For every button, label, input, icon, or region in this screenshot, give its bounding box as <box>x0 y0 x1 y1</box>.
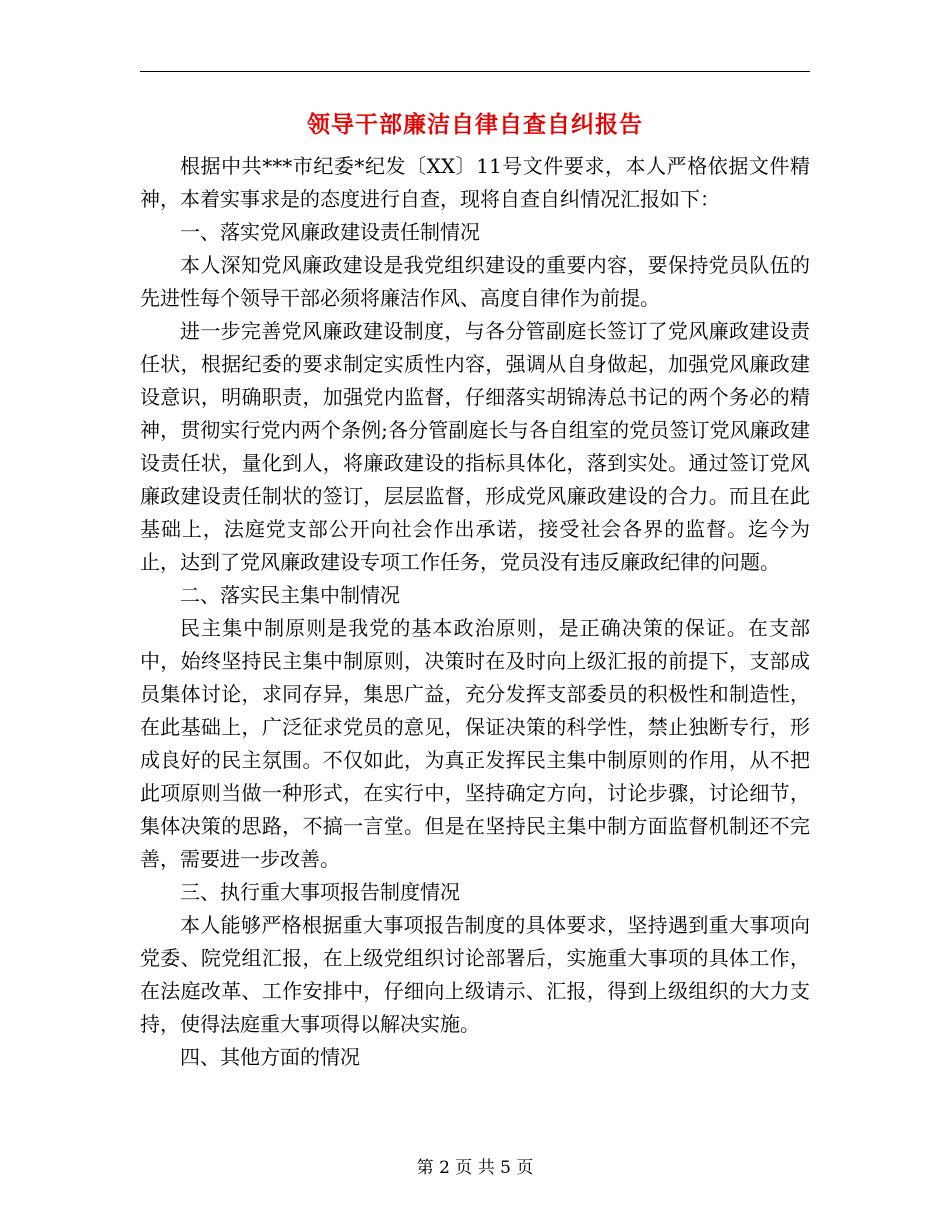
section-3-paragraph: 本人能够严格根据重大事项报告制度的具体要求，坚持遇到重大事项向党委、院党组汇报，在上级党组织讨论部署后，实施重大事项的具体工作，在法庭改革、工作安排中，仔细向上级请示、汇报，得到上级组织的大力支持，使得法庭重大事项得以解决实施。 <box>140 913 810 1036</box>
section-heading-3: 三、执行重大事项报告制度情况 <box>180 880 460 904</box>
intro-paragraph: 根据中共***市纪委*纪发〔XX〕11号文件要求，本人严格依据文件精神，本着实事求是的态度进行自查，现将自查自纠情况汇报如下： <box>140 154 810 211</box>
section-heading-1: 一、落实党风廉政建设责任制情况 <box>180 220 480 244</box>
section-1-paragraph-2: 进一步完善党风廉政建设制度，与各分管副庭长签订了党风廉政建设责任状，根据纪委的要求制定实质性内容，强调从自身做起，加强党风廉政建设意识，明确职责，加强党内监督，仔细落实胡锦涛总书记的两个务必的精神，贯彻实行党内两个条例;各分管副庭长与各自组室的党员签订党风廉政建设责任状，量化到人，将廉政建设的指标具体化，落到实处。通过签订党风廉政建设责任制状的签订，层层监督，形成党风廉政建设的合力。而且在此基础上，法庭党支部公开向社会作出承诺，接受社会各界的监督。迄今为止，达到了党风廉政建设专项工作任务，党员没有违反廉政纪律的问题。 <box>140 319 810 574</box>
page-title: 领导干部廉洁自律自查自纠报告 <box>307 111 643 138</box>
page-number: 第 2 页 共 5 页 <box>416 1158 534 1178</box>
document-body <box>140 150 810 1074</box>
section-2-paragraph: 民主集中制原则是我党的基本政治原则，是正确决策的保证。在支部中，始终坚持民主集中制原则，决策时在及时向上级汇报的前提下，支部成员集体讨论，求同存异，集思广益，充分发挥支部委员的积极性和制造性，在此基础上，广泛征求党员的意见，保证决策的科学性，禁止独断专行，形成良好的民主氛围。不仅如此，为真正发挥民主集中制原则的作用，从不把此项原则当做一种形式，在实行中，坚持确定方向，讨论步骤，讨论细节，集体决策的思路，不搞一言堂。但是在坚持民主集中制方面监督机制还不完善，需要进一步改善。 <box>140 616 810 871</box>
section-heading-4: 四、其他方面的情况 <box>180 1045 360 1069</box>
header-rule <box>140 71 810 72</box>
section-heading-2: 二、落实民主集中制情况 <box>180 583 400 607</box>
section-1-paragraph-1: 本人深知党风廉政建设是我党组织建设的重要内容，要保持党员队伍的先进性每个领导干部必须将廉洁作风、高度自律作为前提。 <box>140 253 810 310</box>
